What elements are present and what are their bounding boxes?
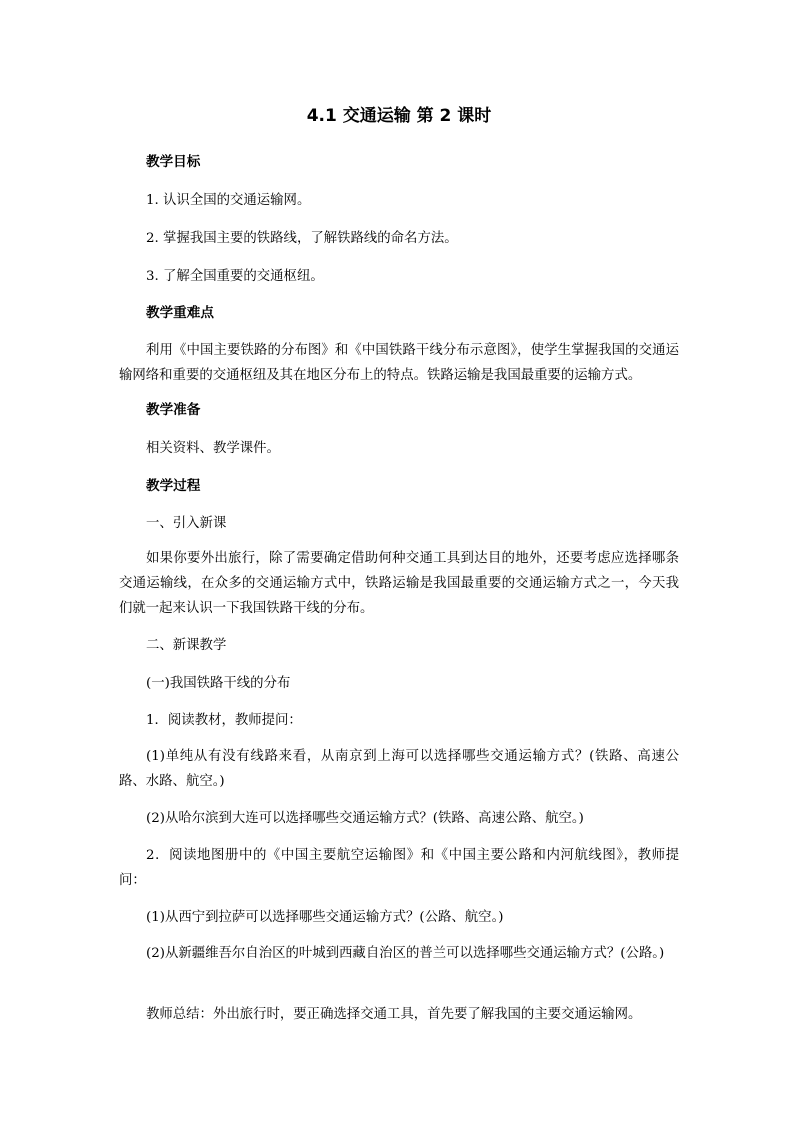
step-2: 2．阅读地图册中的《中国主要航空运输图》和《中国主要公路和内河航线图》，教师提问： (119, 848, 679, 888)
new-lesson-heading: 二、新课教学 (146, 638, 227, 653)
goal-item-3: 3. 了解全国重要的交通枢纽。 (146, 269, 324, 284)
question-2: (2)从哈尔滨到大连可以选择哪些交通运输方式？(铁路、高速公路、航空。) (146, 811, 584, 826)
key-points-heading: 教学重难点 (146, 305, 214, 321)
page-title: 4.1 交通运输 第 2 课时 (306, 106, 492, 126)
step-1: 1．阅读教材，教师提问： (146, 713, 302, 728)
teacher-summary: 教师总结：外出旅行时，要正确选择交通工具，首先要了解我国的主要交通运输网。 (146, 1007, 642, 1022)
preparation-text: 相关资料、教学课件。 (146, 441, 280, 456)
goal-item-1: 1. 认识全国的交通运输网。 (146, 193, 311, 208)
intro-heading: 一、引入新课 (146, 516, 227, 531)
question-4: (2)从新疆维吾尔自治区的叶城到西藏自治区的普兰可以选择哪些交通运输方式？(公路。) (146, 946, 665, 961)
question-3: (1)从西宁到拉萨可以选择哪些交通运输方式？(公路、航空。) (146, 910, 504, 925)
goals-heading: 教学目标 (146, 154, 201, 170)
process-heading: 教学过程 (146, 478, 201, 494)
question-1: (1)单纯从有没有线路来看，从南京到上海可以选择哪些交通运输方式？(铁路、高速公路、水路、航空。) (119, 749, 679, 789)
key-points-text: 利用《中国主要铁路的分布图》和《中国铁路干线分布示意图》，使学生掌握我国的交通运输网络和重要的交通枢纽及其在地区分布上的特点。铁路运输是我国最重要的运输方式。 (119, 343, 679, 383)
goal-item-2: 2. 掌握我国主要的铁路线，了解铁路线的命名方法。 (146, 231, 458, 246)
intro-text: 如果你要外出旅行，除了需要确定借助何种交通工具到达目的地外，还要考虑应选择哪条交通运输线，在众多的交通运输方式中，铁路运输是我国最重要的交通运输方式之一，今天我们就一起来认识一下我国铁路干线的分布。 (119, 551, 679, 616)
railway-subheading: (一)我国铁路干线的分布 (146, 676, 291, 691)
preparation-heading: 教学准备 (146, 402, 201, 418)
